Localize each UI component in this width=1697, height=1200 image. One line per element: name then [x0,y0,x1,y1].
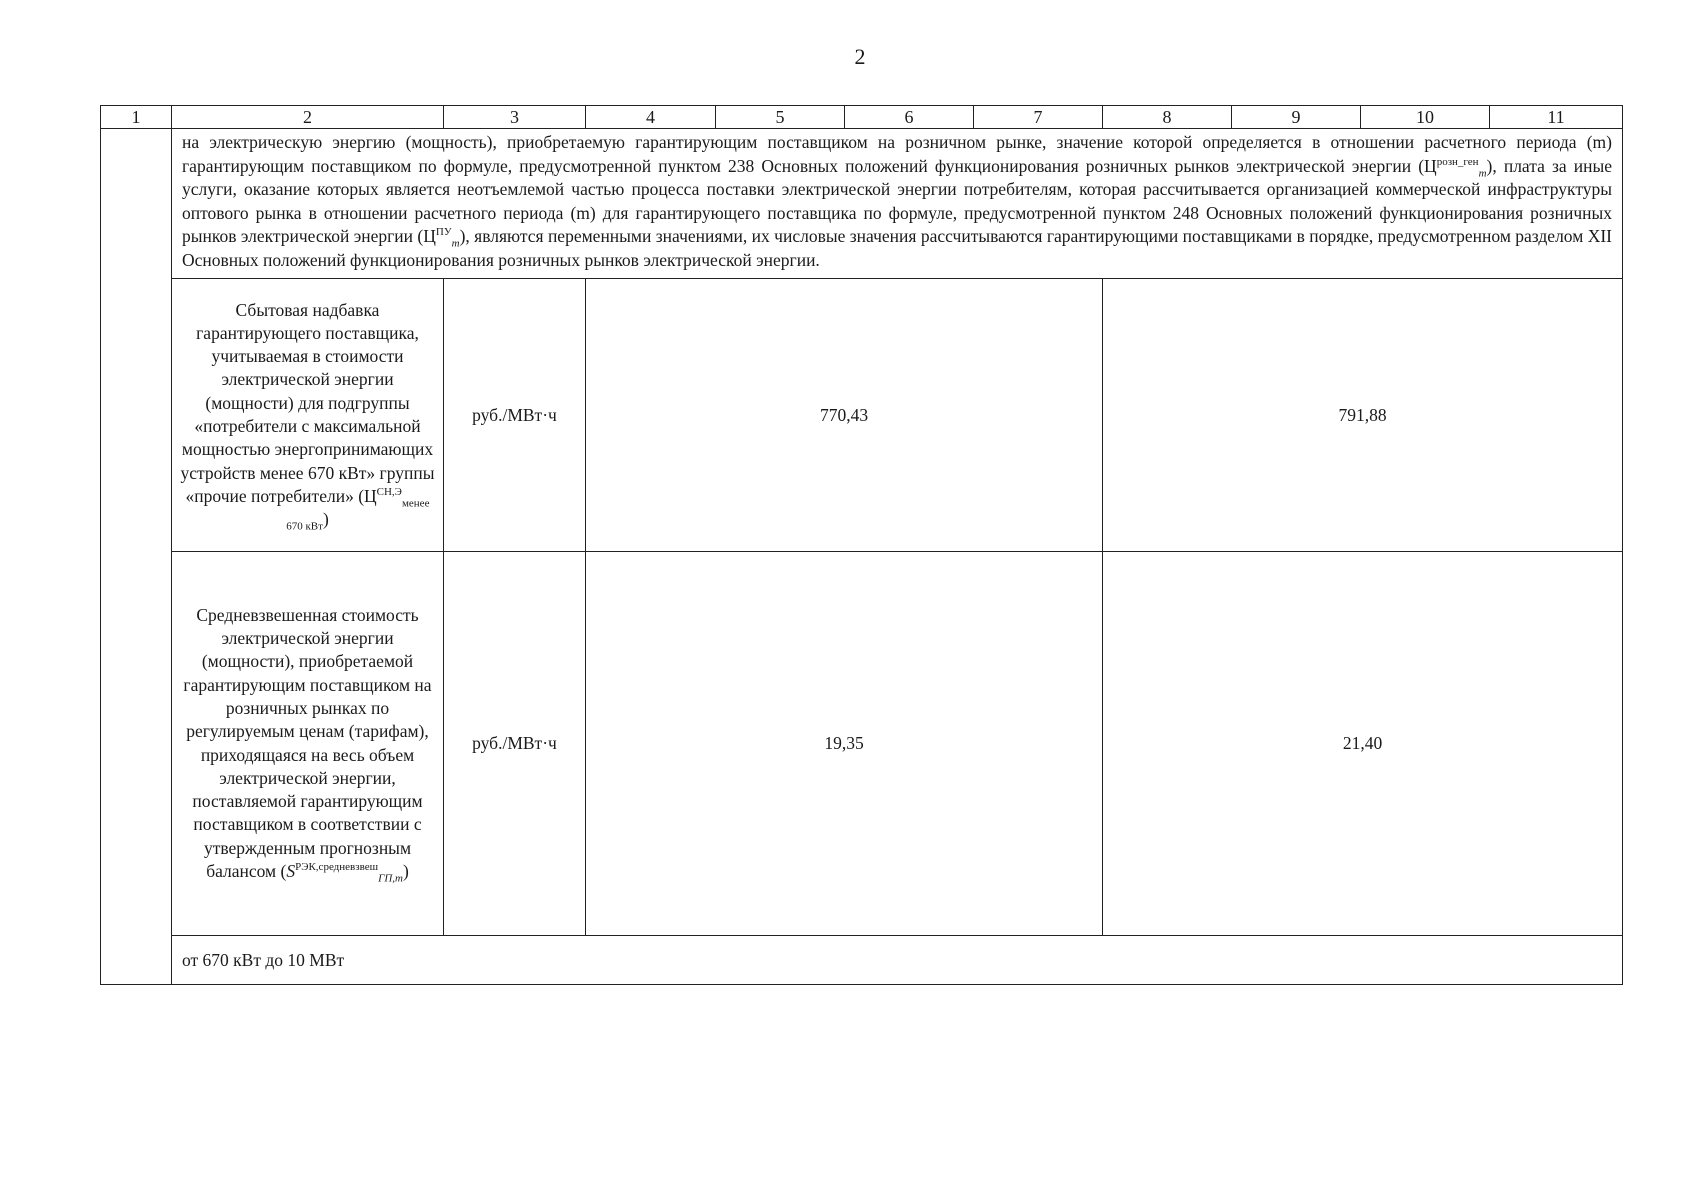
footer-row [101,936,1623,985]
label-text: ) [402,860,409,881]
superscript: розн_ген [1436,155,1479,168]
superscript: СН,Э [376,486,402,499]
table-row [101,552,1623,936]
unit-cell: руб./МВт·ч [444,279,586,552]
page-number: 2 [854,44,866,69]
variable: S [286,860,296,881]
text-fragment: на электрическую энергию (мощность), приобретаемую гарантирующим поставщиком на розничном рынке, значение которой определяется в отношении расчетного периода (m) гарантирующим поставщиком по формуле, предусмотренной пунктом 238 Основных положений функционирования розничных рынков электрической энергии (Ц [182,132,1612,176]
column-number: 9 [1232,106,1361,129]
label-text: Средневзвешенная стоимость электрической энергии (мощности), приобретаемой гарантирующим поставщиком на розничных рынках по регулируемым ценам (тарифам), приходящаяся на весь объем электрической энергии, поставляемой гарантирующим поставщиком в соответствии с утвержденным прогнозным балансом ( [183,604,432,881]
column-number: 5 [716,106,845,129]
column-number: 6 [845,106,974,129]
column-number: 7 [974,106,1103,129]
value-cell: 791,88 [1103,279,1623,552]
row-label [172,279,444,552]
column-number: 8 [1103,106,1232,129]
superscript: РЭК,средневзвеш [295,861,379,874]
value-cell: 770,43 [586,279,1103,552]
column-number: 10 [1361,106,1490,129]
label-text: ) [322,509,329,530]
subscript: m [1478,167,1487,179]
tariff-table [100,105,1623,985]
column-number: 1 [101,106,172,129]
column-number: 11 [1490,106,1623,129]
unit-cell: руб./МВт·ч [444,552,586,936]
subscript: m [451,237,460,250]
column-number: 4 [586,106,716,129]
row-number-cell [101,129,172,985]
text-fragment: ), являются переменными значениями, их числовые значения рассчитываются гарантирующими поставщиками в порядке, предусмотренном разделом XII Основных положений функционирования розничных рынков электрической энергии. [182,226,1612,270]
column-number: 2 [172,106,444,129]
superscript: ПУ [435,226,452,239]
value-cell: 19,35 [586,552,1103,936]
value-cell: 21,40 [1103,552,1623,936]
column-number: 3 [444,106,586,129]
section-heading: от 670 кВт до 10 МВт [172,936,1623,985]
continuation-row [101,129,1623,279]
row-label [172,552,444,936]
continuation-text [172,129,1623,279]
text-fragment: ), плата за иные услуги, оказание которых является неотъемлемой частью процесса поставки электрической энергии потребителям, которая рассчитывается организацией коммерческой инфраструктуры оптового рынка в отношении расчетного периода (m) для гарантирующего поставщика по формуле, предусмотренной пунктом 248 Основных положений функционирования розничных рынков электрической энергии (Ц [182,155,1613,246]
label-text: Сбытовая надбавка гарантирующего поставщика, учитываемая в стоимости электрической энергии (мощности) для подгруппы «потребители с максимальной мощностью энергопринимающих устройств менее 670 кВт» группы «прочие потребители» (Ц [180,299,435,506]
subscript: ГП,m [378,872,403,885]
column-number-row [101,106,1623,129]
table-row [101,279,1623,552]
subscript: менее 670 кВт [286,497,430,533]
